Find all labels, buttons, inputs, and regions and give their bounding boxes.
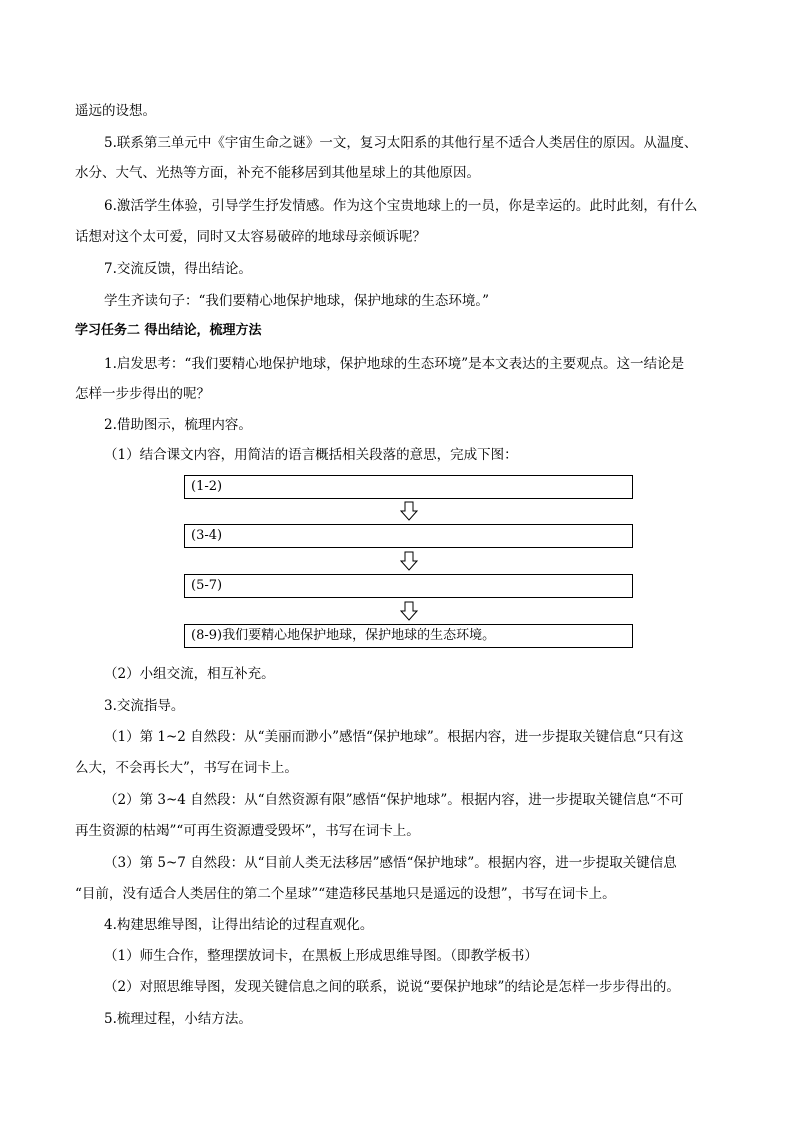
paragraph-line: （2）小组交流，相互补充。 — [104, 666, 275, 682]
paragraph-line: 5.联系第三单元中《宇宙生命之谜》一文，复习太阳系的其他行星不适合人类居住的原因。从温度、 — [104, 135, 698, 151]
paragraph-line: 话想对这个太可爱，同时又太容易破碎的地球母亲倾诉呢？ — [75, 229, 426, 245]
flow-box-4: (8-9)我们要精心地保护地球，保护地球的生态环境。 — [184, 624, 633, 648]
paragraph-line: （1）结合课文内容，用简洁的语言概括相关段落的意思，完成下图： — [104, 447, 518, 463]
paragraph-line: （2）第 3~4 自然段：从“自然资源有限”感悟“保护地球”。根据内容，进一步提取关键信息“不可 — [104, 792, 684, 808]
paragraph-line: （3）第 5~7 自然段：从“目前人类无法移居”感悟“保护地球”。根据内容，进一步提取关键信息 — [104, 855, 677, 871]
flow-box-1: (1-2) — [184, 475, 633, 499]
paragraph-line: 6.激活学生体验，引导学生抒发情感。作为这个宝贵地球上的一员，你是幸运的。此时此刻，有什么 — [104, 198, 698, 214]
paragraph-line: 1.启发思考：“我们要精心地保护地球，保护地球的生态环境”是本文表达的主要观点。这一结论是 — [104, 356, 685, 372]
paragraph-line: （2）对照思维导图，发现关键信息之间的联系，说说“要保护地球”的结论是怎样一步步得出的。 — [104, 979, 680, 995]
paragraph-line: “目前，没有适合人类居住的第二个星球”“建造移民基地只是遥远的设想”，书写在词卡上。 — [75, 886, 616, 902]
down-arrow-icon — [400, 551, 418, 571]
paragraph-line: （1）第 1~2 自然段：从“美丽而渺小”感悟“保护地球”。根据内容，进一步提取关键信息“只有这 — [104, 729, 684, 745]
paragraph-line: 么大，不会再长大”，书写在词卡上。 — [75, 760, 298, 776]
flow-box-2: (3-4) — [184, 524, 633, 548]
paragraph-line: 2.借助图示，梳理内容。 — [104, 417, 252, 433]
paragraph-line: 3.交流指导。 — [104, 698, 185, 714]
paragraph-line: 学生齐读句子：“我们要精心地保护地球，保护地球的生态环境。” — [104, 293, 490, 309]
down-arrow-icon — [400, 501, 418, 521]
section-heading: 学习任务二 得出结论，梳理方法 — [75, 323, 262, 338]
paragraph-line: 遥远的设想。 — [75, 103, 156, 119]
paragraph-line: 再生资源的枯竭”“可再生资源遭受毁坏”，书写在词卡上。 — [75, 823, 420, 839]
paragraph-line: 怎样一步步得出的呢？ — [75, 386, 210, 402]
paragraph-line: （1）师生合作，整理摆放词卡，在黑板上形成思维导图。（即教学板书） — [104, 948, 538, 964]
paragraph-line: 5.梳理过程，小结方法。 — [104, 1011, 252, 1027]
down-arrow-icon — [400, 601, 418, 621]
paragraph-line: 水分、大气、光热等方面，补充不能移居到其他星球上的其他原因。 — [75, 165, 480, 181]
flow-box-3: (5-7) — [184, 574, 633, 598]
paragraph-line: 7.交流反馈，得出结论。 — [104, 261, 252, 277]
paragraph-line: 4.构建思维导图，让得出结论的过程直观化。 — [104, 917, 374, 933]
